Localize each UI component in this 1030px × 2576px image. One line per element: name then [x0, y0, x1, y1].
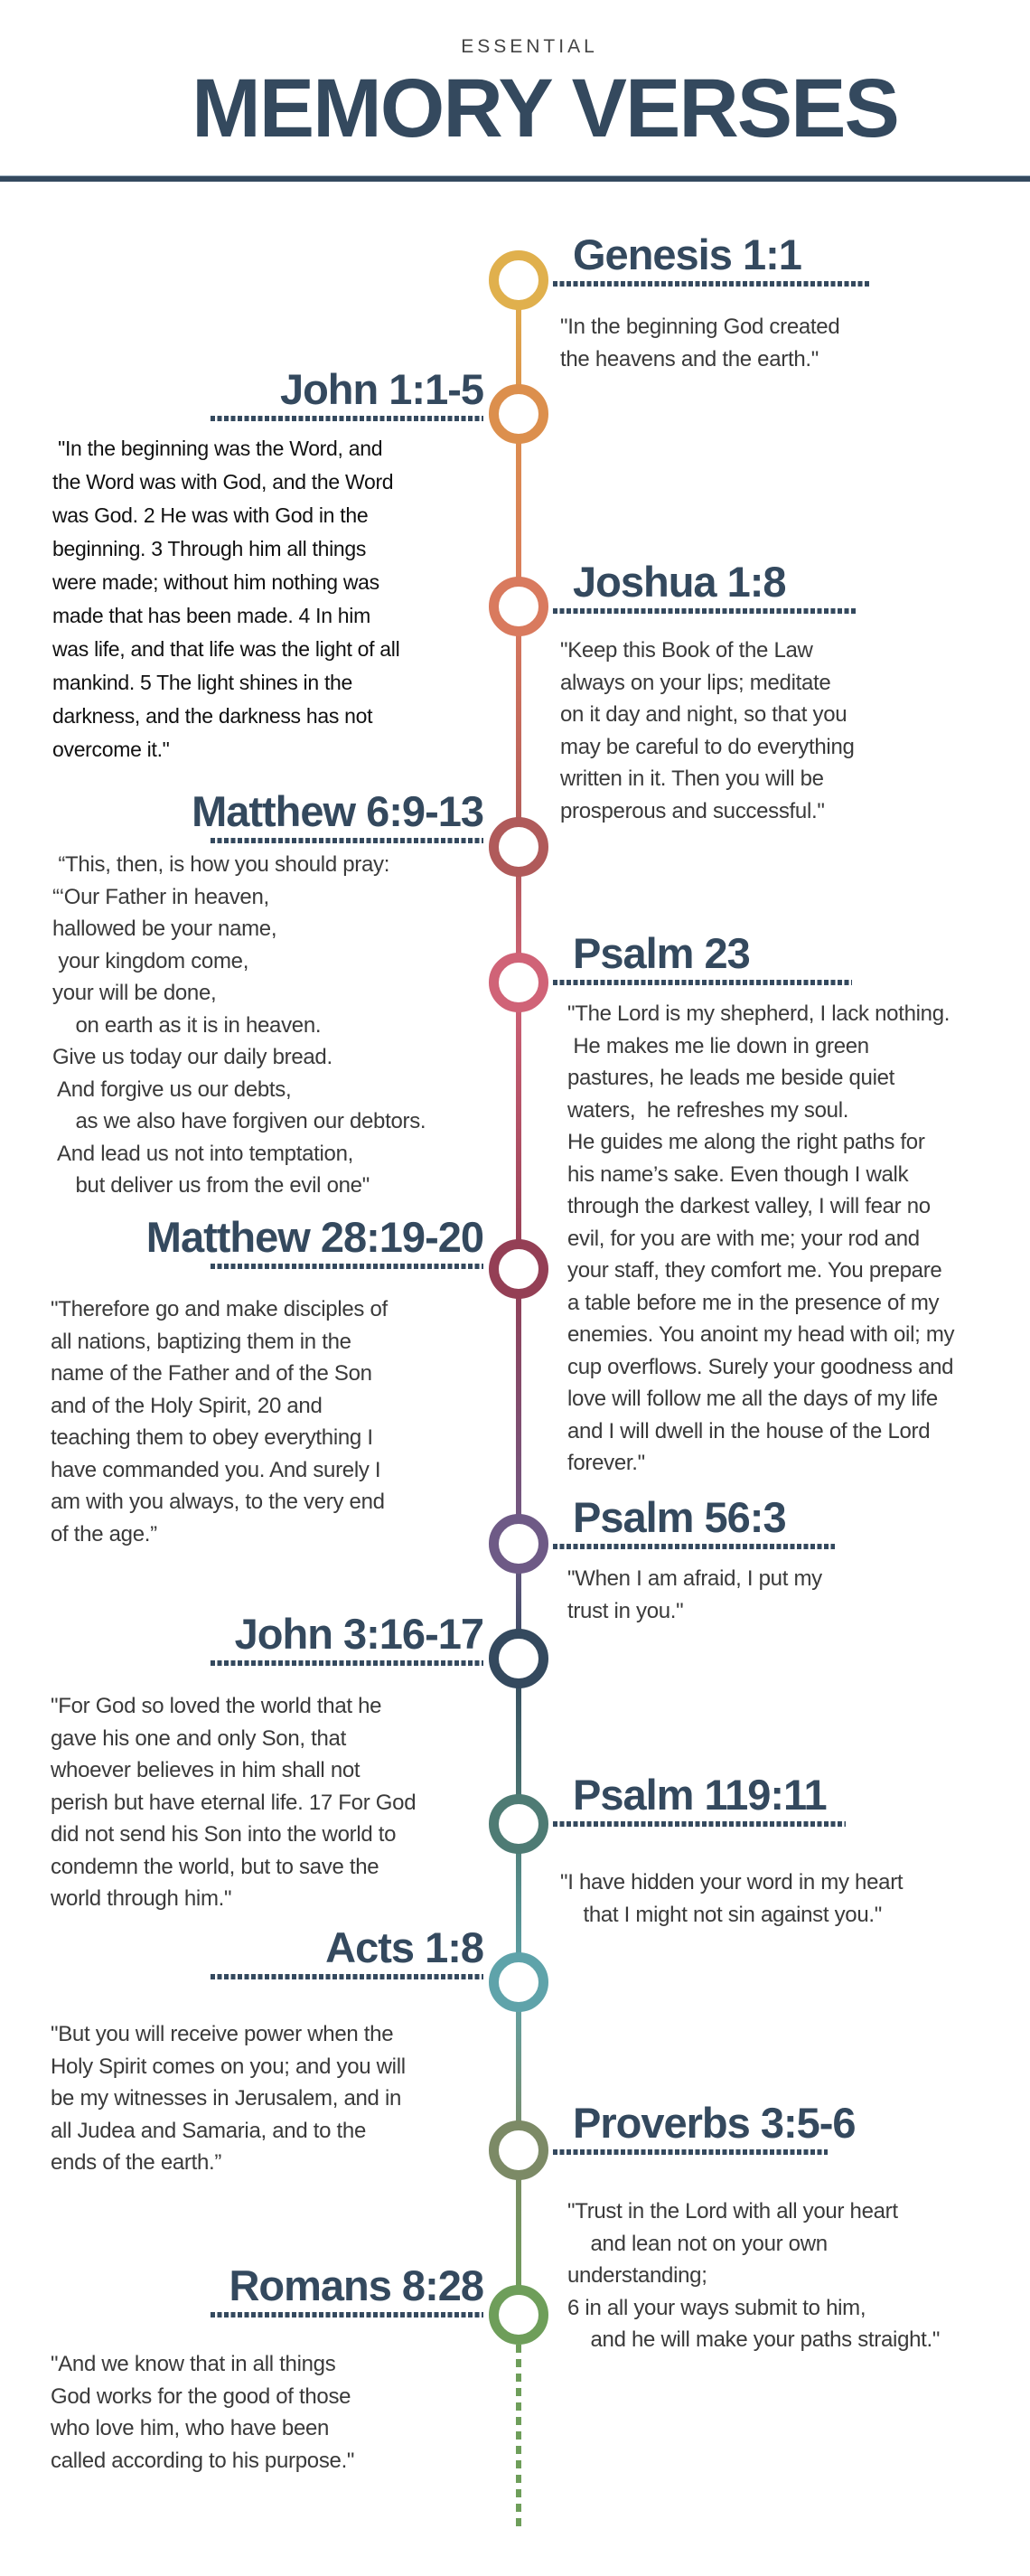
verse-reference-john-3-16-17: John 3:16-17	[234, 1610, 483, 1658]
verse-line: but deliver us from the evil one"	[52, 1173, 370, 1198]
dotted-underline	[553, 980, 852, 985]
verse-reference-psalm-23: Psalm 23	[573, 929, 750, 977]
verse-line: hallowed be your name,	[52, 917, 277, 941]
verse-line: trust in you."	[567, 1598, 684, 1623]
verse-text-acts-1-8	[51, 2018, 406, 2179]
timeline-node-genesis-1-1	[489, 250, 548, 310]
verse-line: of the age.”	[51, 1521, 157, 1547]
verse-line: all Judea and Samaria, and to the	[51, 2118, 367, 2143]
verse-line: perish but have eternal life. 17 For God	[51, 1790, 417, 1815]
verse-line: waters, he refreshes my soul.	[567, 1097, 849, 1123]
verse-reference-matthew-6-9-13: Matthew 6:9-13	[192, 787, 483, 835]
timeline-dotted-tail	[516, 2345, 521, 2531]
timeline-node-john-3-16-17	[489, 1629, 548, 1688]
verse-line: mankind. 5 The light shines in the	[52, 671, 353, 694]
verse-text-genesis-1-1	[560, 311, 839, 375]
verse-line: "And we know that in all things	[51, 2352, 336, 2376]
verse-line: pastures, he leads me beside quiet	[567, 1066, 895, 1090]
dotted-underline	[211, 1974, 483, 1979]
timeline-node-psalm-56-3	[489, 1514, 548, 1574]
verse-text-matthew-6-9-13	[52, 849, 426, 1202]
verse-line: all nations, baptizing them in the	[51, 1329, 351, 1354]
verse-line: 6 in all your ways submit to him,	[567, 2295, 866, 2320]
verse-line: ends of the earth.”	[51, 2150, 222, 2175]
verse-line: "But you will receive power when the	[51, 2022, 394, 2046]
verse-line: "The Lord is my shepherd, I lack nothing.	[567, 1001, 950, 1026]
verse-line: love will follow me all the days of my life	[567, 1387, 938, 1411]
header-divider	[0, 175, 1030, 182]
timeline-node-matthew-28-19-20	[489, 1239, 548, 1299]
verse-line: your staff, they comfort me. You prepare	[567, 1258, 942, 1283]
timeline-node-psalm-119-11	[489, 1794, 548, 1854]
verse-line: "In the beginning God created	[560, 315, 840, 339]
verse-text-john-3-16-17	[51, 1690, 416, 1915]
verse-line: enemies. You anoint my head with oil; my	[567, 1322, 955, 1347]
verse-text-john-1-1-5	[52, 432, 399, 766]
verse-text-psalm-56-3	[567, 1563, 822, 1627]
verse-line: and he will make your paths straight."	[567, 2327, 941, 2352]
verse-line: did not send his Son into the world to	[51, 1822, 397, 1847]
verse-line: "When I am afraid, I put my	[567, 1566, 822, 1591]
dotted-underline	[211, 2312, 483, 2317]
verse-line: world through him."	[51, 1886, 232, 1911]
dotted-underline	[553, 1544, 835, 1549]
verse-line: was life, and that life was the light of all	[52, 637, 400, 661]
verse-line: and lean not on your own	[567, 2231, 828, 2256]
verse-line: his name’s sake. Even though I walk	[567, 1161, 909, 1187]
verse-line: may be careful to do everything	[560, 734, 855, 759]
verse-text-matthew-28-19-20	[51, 1293, 388, 1550]
verse-text-psalm-23	[567, 998, 954, 1480]
page-title: MEMORY VERSES	[192, 62, 898, 155]
dotted-underline	[553, 281, 871, 287]
verse-line: And forgive us our debts,	[52, 1076, 292, 1102]
verse-line: be my witnesses in Jerusalem, and in	[51, 2086, 402, 2111]
verse-line: He makes me lie down in green	[567, 1033, 869, 1058]
timeline-node-acts-1-8	[489, 1952, 548, 2012]
verse-line: gave his one and only Son, that	[51, 1725, 346, 1751]
verse-reference-proverbs-3-5-6: Proverbs 3:5-6	[573, 2099, 856, 2147]
verse-line: made that has been made. 4 In him	[52, 604, 370, 627]
timeline-node-joshua-1-8	[489, 577, 548, 636]
verse-reference-john-1-1-5: John 1:1-5	[279, 365, 483, 413]
verse-line: forever."	[567, 1451, 645, 1475]
verse-reference-acts-1-8: Acts 1:8	[325, 1923, 483, 1971]
verse-line: written in it. Then you will be	[560, 766, 824, 791]
verse-reference-romans-8-28: Romans 8:28	[229, 2261, 483, 2309]
verse-line: were made; without him nothing was	[52, 570, 379, 594]
verse-line: cup overflows. Surely your goodness and	[567, 1354, 954, 1379]
verse-line: on it day and night, so that you	[560, 702, 847, 727]
verse-line: "Keep this Book of the Law	[560, 638, 813, 663]
verse-reference-psalm-119-11: Psalm 119:11	[573, 1771, 827, 1819]
verse-line: Give us today our daily bread.	[52, 1045, 332, 1069]
verse-line: and of the Holy Spirit, 20 and	[51, 1393, 323, 1418]
verse-line: the heavens and the earth."	[560, 346, 819, 371]
timeline-node-psalm-23	[489, 953, 548, 1012]
verse-line: always on your lips; meditate	[560, 670, 831, 695]
verse-line: was God. 2 He was with God in the	[52, 503, 369, 527]
dotted-underline	[211, 1264, 483, 1269]
verse-line: am with you always, to the very end	[51, 1490, 385, 1514]
verse-line: that I might not sin against you."	[560, 1902, 882, 1927]
verse-line: "For God so loved the world that he	[51, 1694, 382, 1718]
verse-line: who love him, who have been	[51, 2416, 330, 2440]
verse-reference-matthew-28-19-20: Matthew 28:19-20	[145, 1213, 483, 1261]
verse-line: He guides me along the right paths for	[567, 1130, 925, 1154]
verse-text-psalm-119-11	[560, 1866, 903, 1931]
dotted-underline	[553, 1821, 846, 1827]
verse-line: through the darkest valley, I will fear no	[567, 1194, 931, 1218]
verse-line: darkness, and the darkness has not	[52, 704, 373, 728]
verse-reference-psalm-56-3: Psalm 56:3	[573, 1493, 786, 1541]
verse-line: "In the beginning was the Word, and	[52, 437, 383, 460]
dotted-underline	[553, 2149, 828, 2155]
verse-line: understanding;	[567, 2263, 707, 2288]
verse-line: your will be done,	[52, 981, 217, 1005]
verse-line: whoever believes in him shall not	[51, 1758, 360, 1782]
verse-line: name of the Father and of the Son	[51, 1361, 372, 1386]
verse-line: beginning. 3 Through him all things	[52, 537, 367, 560]
verse-line: "Therefore go and make disciples of	[51, 1297, 388, 1321]
verse-line: condemn the world, but to save the	[51, 1854, 379, 1879]
dotted-underline	[553, 608, 857, 614]
verse-line: teaching them to obey everything I	[51, 1425, 373, 1450]
verse-line: "Trust in the Lord with all your heart	[567, 2199, 898, 2223]
verse-line: evil, for you are with me; your rod and	[567, 1226, 920, 1251]
verse-line: have commanded you. And surely I	[51, 1457, 381, 1482]
dotted-underline	[211, 1660, 483, 1666]
timeline-node-romans-8-28	[489, 2285, 548, 2345]
verse-text-proverbs-3-5-6	[567, 2195, 940, 2356]
verse-line: overcome it."	[52, 738, 170, 761]
verse-line: called according to his purpose."	[51, 2448, 355, 2473]
verse-line: Holy Spirit comes on you; and you will	[51, 2054, 406, 2079]
verse-reference-joshua-1-8: Joshua 1:8	[573, 558, 786, 606]
verse-line: on earth as it is in heaven.	[52, 1012, 322, 1038]
verse-line: as we also have forgiven our debtors.	[52, 1109, 426, 1133]
verse-reference-genesis-1-1: Genesis 1:1	[573, 230, 801, 278]
verse-text-romans-8-28	[51, 2348, 354, 2477]
verse-text-joshua-1-8	[560, 635, 855, 827]
verse-line: your kingdom come,	[52, 948, 249, 973]
verse-line: “‘Our Father in heaven,	[52, 884, 269, 909]
verse-line: a table before me in the presence of my	[567, 1290, 940, 1315]
verse-line: God works for the good of those	[51, 2383, 351, 2409]
verse-line: "I have hidden your word in my heart	[560, 1870, 904, 1894]
verse-line: the Word was with God, and the Word	[52, 470, 394, 494]
header-eyebrow: ESSENTIAL	[461, 36, 598, 57]
dotted-underline	[211, 416, 483, 421]
verse-line: And lead us not into temptation,	[52, 1141, 354, 1166]
verse-line: and I will dwell in the house of the Lord	[567, 1418, 931, 1443]
timeline-node-john-1-1-5	[489, 384, 548, 444]
dotted-underline	[211, 838, 483, 843]
timeline-node-matthew-6-9-13	[489, 817, 548, 877]
verse-line: prosperous and successful."	[560, 798, 825, 823]
timeline-node-proverbs-3-5-6	[489, 2120, 548, 2180]
verse-line: “This, then, is how you should pray:	[52, 852, 390, 877]
